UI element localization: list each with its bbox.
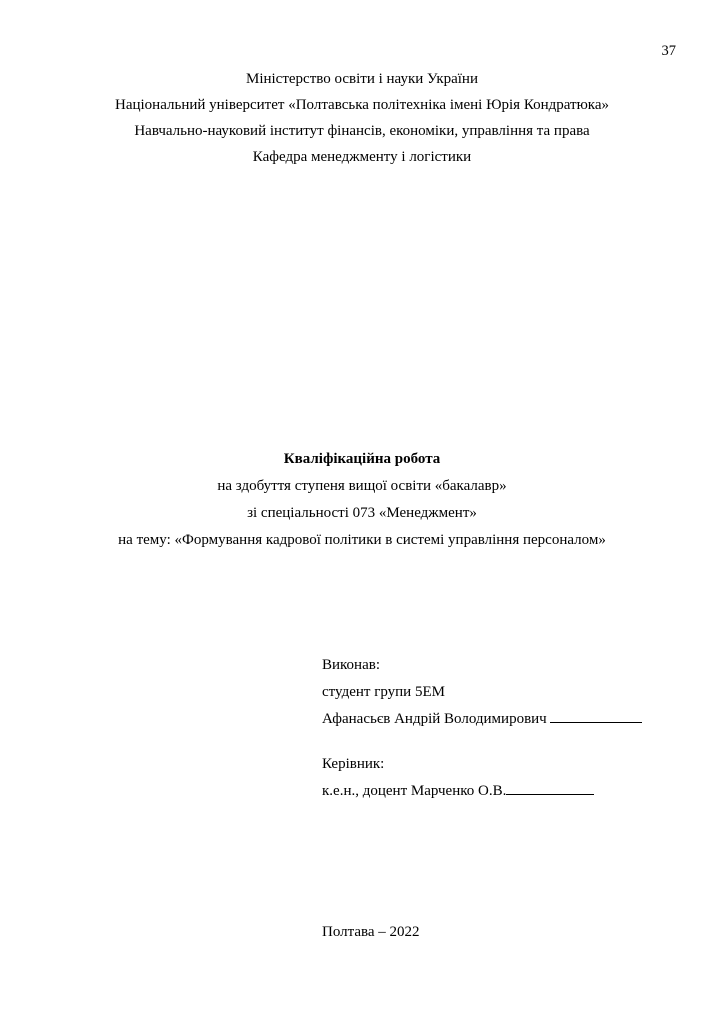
student-group-line: студент групи 5ЕМ xyxy=(322,684,445,700)
city-year: Полтава – 2022 xyxy=(322,924,420,940)
student-signature-line xyxy=(550,708,642,723)
author-section xyxy=(322,652,642,805)
student-name: Афанасьєв Андрій Володимирович xyxy=(322,711,547,727)
supervisor-label: Керівник: xyxy=(322,756,385,772)
institution-heading xyxy=(50,66,674,170)
student-name-line xyxy=(322,706,642,733)
ministry-line: Міністерство освіти і науки України xyxy=(245,71,478,87)
work-heading: Кваліфікаційна робота xyxy=(283,451,441,467)
supervisor-name-line xyxy=(322,778,642,805)
performed-by-label: Виконав: xyxy=(322,657,380,673)
university-line: Національний університет «Полтавська політехніка імені Юрія Кондратюка» xyxy=(114,97,609,113)
topic-line: на тему: «Формування кадрової політики в системі управління персоналом» xyxy=(118,532,606,548)
author-spacer xyxy=(322,733,642,751)
page-number: 37 xyxy=(661,43,676,59)
specialty-line: зі спеціальності 073 «Менеджмент» xyxy=(247,505,477,521)
supervisor-name: к.е.н., доцент Марченко О.В. xyxy=(322,783,507,799)
department-line: Кафедра менеджменту і логістики xyxy=(252,149,472,165)
work-description xyxy=(30,446,694,554)
degree-line: на здобуття ступеня вищої освіти «бакалавр» xyxy=(217,478,507,494)
supervisor-signature-line xyxy=(506,780,594,795)
institute-line: Навчально-науковий інститут фінансів, економіки, управління та права xyxy=(134,123,590,139)
